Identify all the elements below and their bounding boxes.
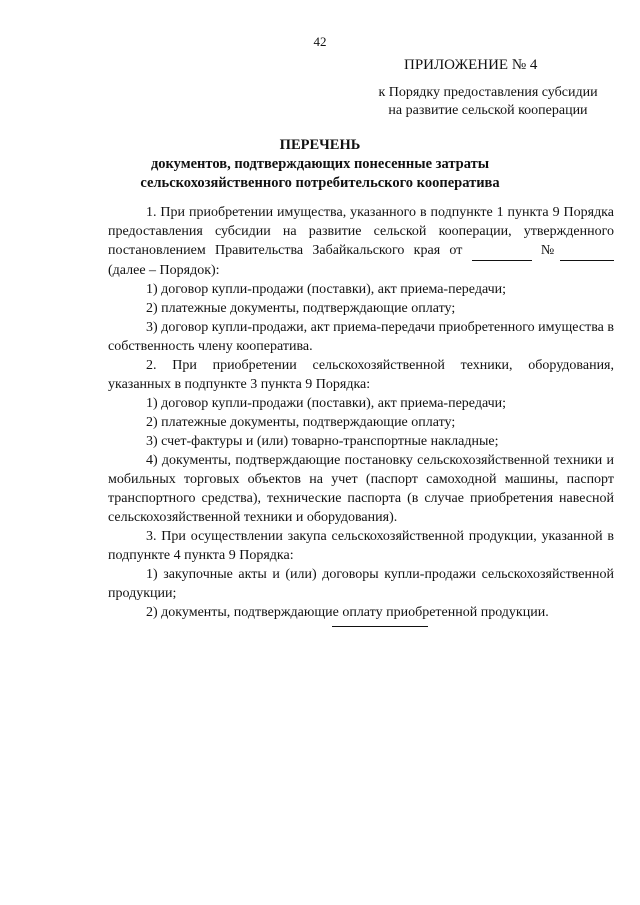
- paragraph-3: 3. При осуществлении закупа сельскохозяйственной продукции, указанной в подпункте 4 пункта 9 Порядка:: [108, 529, 614, 563]
- page-number: 42: [313, 34, 327, 49]
- paragraph-1-tail: (далее – Порядок):: [108, 263, 220, 278]
- paragraph-1: [108, 203, 614, 280]
- paragraph-2-item-3: 3) счет-фактуры и (или) товарно-транспортные накладные;: [146, 434, 499, 449]
- closing-rule: [332, 626, 428, 627]
- annex-subtitle-line-2: на развитие сельской кооперации: [388, 103, 588, 118]
- heading-line-1: ПЕРЕЧЕНЬ: [279, 137, 361, 153]
- annex-subtitle: [368, 84, 608, 120]
- paragraph-3-item-2: 2) документы, подтверждающие оплату приобретенной продукции.: [146, 605, 549, 620]
- paragraph-2-item-2: 2) платежные документы, подтверждающие оплату;: [146, 415, 456, 430]
- paragraph-3-item-1: 1) закупочные акты и (или) договоры купли-продажи сельскохозяйственной продукции;: [108, 567, 614, 601]
- date-blank-line: [472, 241, 532, 261]
- paragraph-2-item-1: 1) договор купли-продажи (поставки), акт приема-передачи;: [146, 396, 507, 411]
- paragraph-1-item-3: 3) договор купли-продажи, акт приема-передачи приобретенного имущества в собственность члену кооператива.: [108, 320, 614, 354]
- document-heading: [0, 136, 640, 193]
- paragraph-2-item-4: 4) документы, подтверждающие постановку сельскохозяйственной техники и мобильных торговых объектов на учет (паспорт самоходной машины, паспорт транспортного средства), технические паспорта (в случае приобретения навесной сельскохозяйственной техники и оборудования).: [108, 453, 614, 525]
- number-sign: №: [540, 243, 560, 258]
- number-blank-line: [560, 241, 614, 261]
- paragraph-1-item-2: 2) платежные документы, подтверждающие оплату;: [146, 301, 456, 316]
- paragraph-1-text: 1. При приобретении имущества, указанного в подпункте 1 пункта 9 Порядка предоставления субсидии на развитие сельской кооперации, утвержденного постановлением Правительства Забайкальского края от: [108, 205, 614, 258]
- paragraph-2: 2. При приобретении сельскохозяйственной техники, оборудования, указанных в подпункте 3 пункта 9 Порядка:: [108, 358, 614, 392]
- heading-line-3: сельскохозяйственного потребительского кооператива: [140, 175, 500, 191]
- paragraph-1-item-1: 1) договор купли-продажи (поставки), акт приема-передачи;: [146, 282, 507, 297]
- heading-line-2: документов, подтверждающих понесенные затраты: [150, 156, 490, 172]
- document-body: [108, 203, 614, 622]
- annex-title: ПРИЛОЖЕНИЕ № 4: [404, 57, 538, 73]
- annex-subtitle-line-1: к Порядку предоставления субсидии: [378, 85, 598, 100]
